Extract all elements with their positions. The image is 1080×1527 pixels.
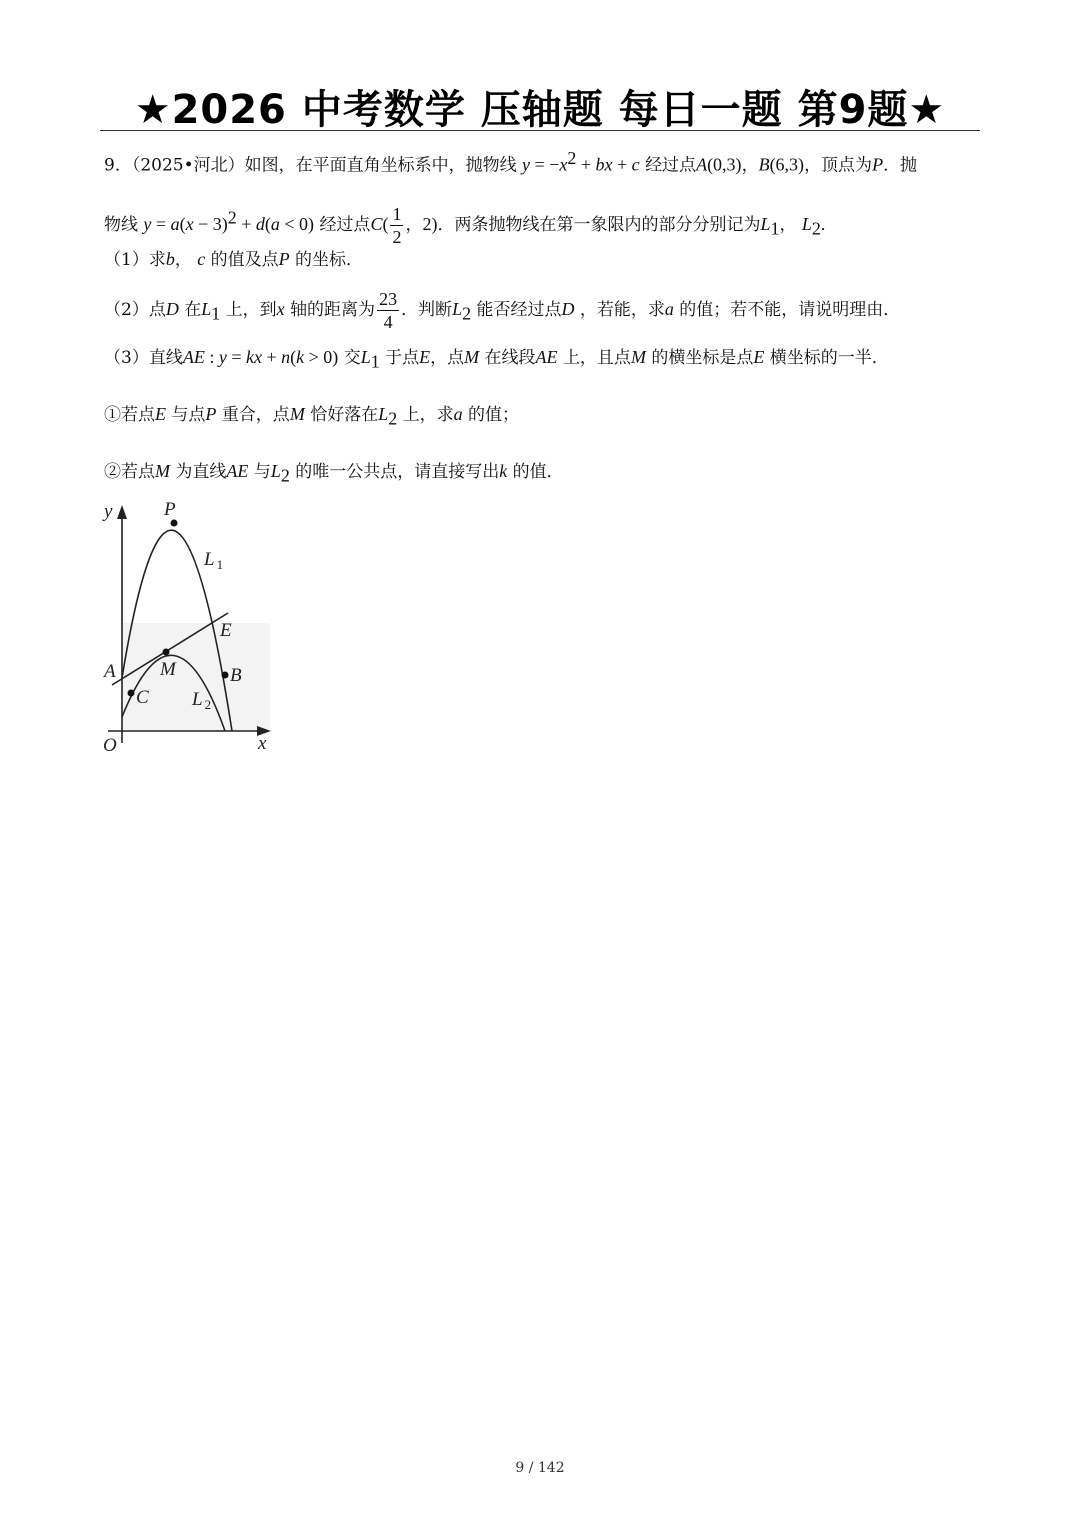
question-text: ，点 — [430, 348, 465, 368]
page-number: 9 / 142 — [515, 1460, 565, 1476]
point-b — [222, 672, 229, 679]
problem-source: （2025•河北） — [131, 155, 245, 176]
label-l2: L $_2$ — [192, 689, 212, 712]
label-c: C — [136, 687, 149, 708]
question-text: 与点 — [171, 405, 206, 425]
question-text: 上，求 — [402, 405, 454, 425]
question-text: 交 — [343, 348, 361, 368]
question-text: 能否经过点 — [476, 300, 562, 320]
label-y: y — [104, 501, 113, 522]
figure-shading — [122, 623, 270, 731]
label-m: M — [160, 659, 176, 680]
question-text: 重合，点 — [221, 405, 290, 425]
problem-text: 经过点 — [645, 155, 697, 176]
problem-number: 9． — [104, 155, 132, 176]
question-text: 在线段 — [484, 348, 536, 368]
page-title: ★2026 中考数学 压轴题 每日一题 第9题★ — [134, 87, 946, 133]
question-text: 的坐标． — [295, 250, 364, 270]
problem-text: 经过点 — [319, 215, 371, 235]
problem-line-2: 物线 $y = a(x - 3)^2 + d(a < 0)$ 经过点C( $\frac{1}{2}$ ，2)．两条抛物线在第一象限内的部分分别记为$L_1$， $L_2$. — [104, 204, 826, 247]
y-axis-arrow — [117, 505, 127, 519]
question-text: （3）直线 — [104, 348, 183, 368]
math-point-c: C — [370, 214, 383, 234]
label-o: O — [103, 735, 117, 756]
problem-text: 物线 — [104, 215, 138, 235]
question-text: 上，且点 — [562, 348, 631, 368]
question-text: 为直线 — [175, 462, 227, 482]
title-divider — [100, 130, 980, 131]
problem-text: ．抛 — [883, 155, 918, 176]
question-text: 横坐标的一半． — [769, 348, 889, 368]
math-fraction-23-4: $\frac{23}{4}$ — [379, 289, 398, 332]
question-text: 在 — [184, 300, 202, 320]
math-parabola-2: y — [143, 214, 152, 234]
label-p: P — [164, 499, 176, 520]
question-text: 的值； — [468, 405, 520, 425]
math-point-a: A — [696, 154, 708, 175]
question-text: 的值；若不能，请说明理由． — [679, 300, 901, 320]
question-text: 与 — [253, 462, 271, 482]
question-text: 轴的距离为 — [290, 300, 376, 320]
question-text: 于点 — [385, 348, 420, 368]
label-b: B — [230, 665, 242, 686]
problem-text: 如图，在平面直角坐标系中，抛物线 — [244, 155, 517, 176]
label-a: A — [104, 661, 116, 682]
question-text: 的值及点 — [210, 250, 279, 270]
problem-text: ．两条抛物线在第一象限内的部分分别记为 — [437, 215, 761, 235]
question-1: （1）求b， c 的值及点P 的坐标． — [104, 249, 364, 270]
sub-question-2: ②若点M 为直线AE 与$L_2$ 的唯一公共点，请直接写出k 的值． — [104, 461, 564, 486]
math-point-b: B — [758, 154, 770, 175]
problem-line-1: 9．（2025•河北）如图，在平面直角坐标系中，抛物线 $y = -x^2$ + bx + c 经过点A(0,3)，B(6,3)，顶点为P．抛 — [104, 148, 918, 176]
parabola-figure — [100, 495, 280, 760]
question-3: （3）直线AE : y = kx + n(k > 0) 交$L_1$ 于点E，点M 在线段AE 上，且点M 的横坐标是点E 横坐标的一半． — [104, 347, 889, 372]
label-l1: L $_1$ — [204, 549, 224, 572]
question-text: ①若点 — [104, 405, 155, 425]
point-m — [163, 649, 170, 656]
question-text: 的横坐标是点 — [651, 348, 754, 368]
question-text: ②若点 — [104, 462, 155, 482]
question-text: 上，到 — [225, 300, 277, 320]
question-text: 恰好落在 — [310, 405, 379, 425]
math-parabola-1: y — [522, 154, 531, 175]
math-fraction-half: $\frac{1}{2}$ — [392, 204, 402, 247]
sub-question-1: ①若点E 与点P 重合，点M 恰好落在$L_2$ 上，求a 的值； — [104, 404, 520, 429]
point-p — [171, 520, 178, 527]
question-text: 的值． — [512, 462, 564, 482]
question-2: （2）点D 在$L_1$ 上，到x 轴的距离为 $\frac{23}{4}$ ．判断$L_2$ 能否经过点D ，若能，求a 的值；若不能，请说明理由． — [104, 289, 901, 332]
question-text: （2）点 — [104, 300, 166, 320]
label-x: x — [258, 733, 267, 754]
point-c — [128, 690, 135, 697]
question-text: （1）求 — [104, 250, 166, 270]
question-text: 的唯一公共点，请直接写出 — [295, 462, 500, 482]
question-text: ．判断 — [401, 300, 453, 320]
label-e: E — [220, 620, 232, 641]
question-text: ，若能，求 — [579, 300, 665, 320]
problem-text: ，顶点为 — [804, 155, 873, 176]
